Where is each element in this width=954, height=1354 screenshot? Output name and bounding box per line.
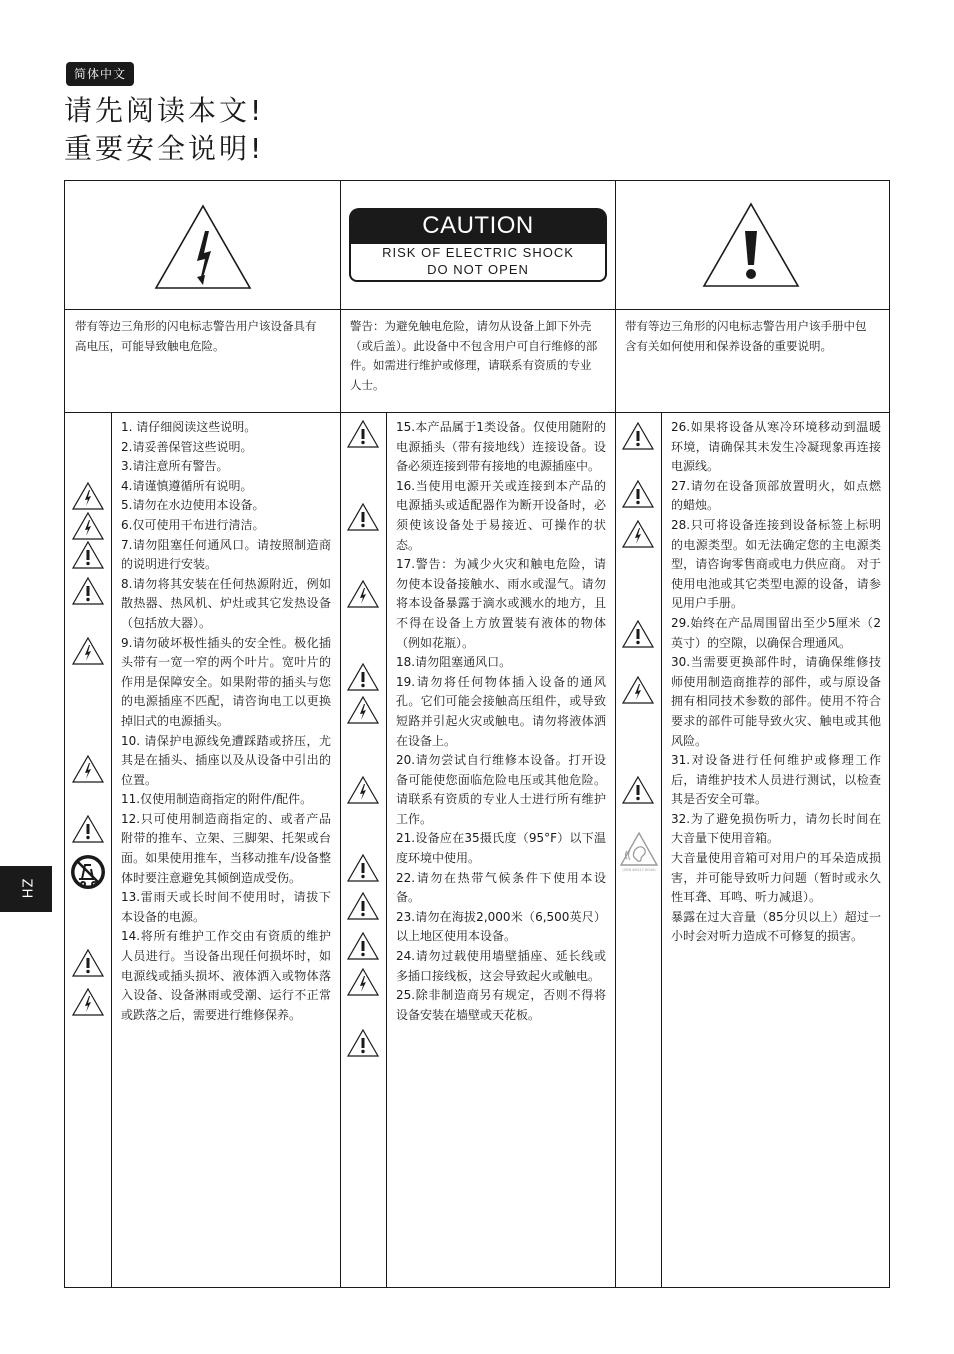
icon-gutter-divider bbox=[386, 412, 387, 1287]
lightning-icon bbox=[71, 754, 105, 784]
exclamation-icon bbox=[621, 775, 655, 805]
lightning-icon bbox=[71, 987, 105, 1017]
description-exclamation: 带有等边三角形的闪电标志警告用户该手册中包含有关如何使用和保养设备的重要说明。 bbox=[625, 319, 867, 353]
lightning-icon bbox=[71, 511, 105, 541]
instruction-item: 24.请勿过载使用墙壁插座、延长线或多插口接线板，这会导致起火或触电。 bbox=[396, 949, 606, 983]
instructions-column-3 bbox=[671, 418, 881, 947]
exclamation-icon bbox=[71, 948, 105, 978]
instruction-item: 大音量使用音箱可对用户的耳朵造成损害，并可能导致听力问题（暂时或永久性耳聋、耳鸣、听力减退）。 bbox=[671, 851, 881, 905]
exclamation-icon bbox=[346, 502, 380, 532]
instruction-item: 30.当需要更换部件时，请确保维修技师使用制造商推荐的部件，或与原设备拥有相同技术参数的部件。使用不符合要求的部件可能导致火灾、触电或其他风险。 bbox=[671, 655, 881, 748]
exclamation-icon bbox=[71, 576, 105, 606]
lightning-icon bbox=[71, 481, 105, 511]
exclamation-icon bbox=[346, 931, 380, 961]
caution-line-1: RISK OF ELECTRIC SHOCK bbox=[382, 245, 574, 260]
instruction-item: 4.请谨慎遵循所有说明。 bbox=[121, 478, 253, 493]
lightning-icon bbox=[346, 695, 380, 725]
instruction-item: 23.请勿在海拔2,000米（6,500英尺）以上地区使用本设备。 bbox=[396, 909, 606, 944]
instruction-item: 13.雷雨天或长时间不使用时，请拔下本设备的电源。 bbox=[121, 890, 331, 924]
page-title bbox=[64, 92, 264, 168]
caution-line-2: DO NOT OPEN bbox=[427, 262, 529, 277]
hearing-label: (CEN 60417-6044) bbox=[622, 868, 656, 872]
instruction-item: 5.请勿在水边使用本设备。 bbox=[121, 498, 265, 513]
lightning-icon bbox=[71, 636, 105, 666]
instruction-item: 28.只可将设备连接到设备标签上标明的电源类型。如无法确定您的主电源类型，请咨询零售商或电力供应商。 对于使用电池或其它类型电源的设备，请参见用户手册。 bbox=[671, 517, 881, 611]
safety-table bbox=[64, 180, 890, 1288]
icon-gutter-divider bbox=[111, 412, 112, 1287]
language-side-tab bbox=[0, 866, 52, 912]
side-tab-label: ZH bbox=[18, 878, 34, 900]
caution-label bbox=[349, 208, 607, 282]
description-caution: 警告：为避免触电危险，请勿从设备上卸下外壳（或后盖）。此设备中不包含用户可自行维修的部件。如需进行维护或修理，请联系有资质的专业人士。 bbox=[350, 319, 598, 392]
instruction-item: 19.请勿将任何物体插入设备的通风孔。它们可能会接触高压组件，或导致短路并引起火灾或触电。请勿将液体洒在设备上。 bbox=[396, 674, 606, 748]
instruction-item: 27.请勿在设备顶部放置明火，如点燃的蜡烛。 bbox=[671, 478, 881, 513]
instruction-item: 9.请勿破坏极性插头的安全性。极化插头带有一宽一窄的两个叶片。宽叶片的作用是保障安全。如果附带的插头与您的电源插座不匹配，请咨询电工以更换掉旧式的电源插头。 bbox=[121, 635, 331, 728]
exclamation-icon bbox=[346, 853, 380, 883]
instruction-item: 32.为了避免损伤听力，请勿长时间在大音量下使用音箱。 bbox=[671, 811, 881, 846]
instruction-item: 17.警告：为减少火灾和触电危险，请勿使本设备接触水、雨水或湿气。请勿将本设备暴露于滴水或溅水的地方，且不得在设备上方放置装有液体的物体（例如花瓶）。 bbox=[396, 557, 606, 650]
description-lightning: 带有等边三角形的闪电标志警告用户该设备具有高电压，可能导致触电危险。 bbox=[75, 319, 317, 353]
instruction-item: 16.当使用电源开关或连接到本产品的电源插头或适配器作为断开设备时，必须使该设备处于易接近、可操作的状态。 bbox=[396, 478, 606, 552]
instruction-item: 7.请勿阻塞任何通风口。请按照制造商的说明进行安装。 bbox=[121, 537, 331, 572]
instruction-item: 11.仅使用制造商指定的附件/配件。 bbox=[121, 792, 313, 807]
lightning-icon bbox=[621, 675, 655, 705]
instructions-column-1 bbox=[121, 418, 331, 1025]
instruction-item: 8.请勿将其安装在任何热源附近，例如散热器、热风机、炉灶或其它发热设备（包括放大器）。 bbox=[121, 576, 331, 630]
caution-heading: CAUTION bbox=[349, 208, 607, 244]
column-divider bbox=[340, 181, 341, 1287]
instruction-item: 6.仅可使用干布进行清洁。 bbox=[121, 517, 265, 532]
instruction-item: 2.请妥善保管这些说明。 bbox=[121, 439, 253, 454]
column-divider bbox=[615, 181, 616, 1287]
instruction-item: 20.请勿尝试自行维修本设备。打开设备可能使您面临危险电压或其他危险。请联系有资质的专业人士进行所有维护工作。 bbox=[396, 753, 606, 826]
lightning-icon bbox=[346, 579, 380, 609]
exclamation-icon bbox=[346, 1028, 380, 1058]
instruction-item: 29.始终在产品周围留出至少5厘米（2英寸）的空隙，以确保合理通风。 bbox=[671, 615, 881, 650]
instruction-item: 21.设备应在35摄氏度（95°F）以下温度环境中使用。 bbox=[396, 831, 606, 866]
lightning-triangle-icon bbox=[153, 203, 253, 291]
instruction-item: 暴露在过大音量（85分贝以上）超过一小时会对听力造成不可修复的损害。 bbox=[671, 909, 881, 944]
no-cart-tipping-icon bbox=[69, 853, 107, 891]
language-badge: 简体中文 bbox=[66, 62, 134, 86]
exclamation-icon bbox=[346, 891, 380, 921]
instruction-item: 3.请注意所有警告。 bbox=[121, 459, 229, 474]
title-line-1: 请先阅读本文! bbox=[64, 94, 265, 127]
instruction-item: 1. 请仔细阅读这些说明。 bbox=[121, 420, 257, 434]
instruction-item: 31.对设备进行任何维护或修理工作后，请维护技术人员进行测试，以检查其是否安全可靠。 bbox=[671, 753, 881, 807]
lightning-icon bbox=[621, 519, 655, 549]
exclamation-icon bbox=[346, 662, 380, 692]
instruction-item: 22.请勿在热带气候条件下使用本设备。 bbox=[396, 870, 606, 905]
exclamation-icon bbox=[71, 540, 105, 570]
instruction-item: 18.请勿阻塞通风口。 bbox=[396, 655, 512, 670]
exclamation-icon bbox=[621, 479, 655, 509]
instruction-item: 26.如果将设备从寒冷环境移动到温暖环境，请确保其未发生冷凝现象再连接电源线。 bbox=[671, 420, 881, 474]
title-line-2: 重要安全说明! bbox=[64, 132, 265, 165]
exclamation-icon bbox=[346, 419, 380, 449]
icon-gutter-divider bbox=[661, 412, 662, 1287]
instruction-item: 14.将所有维护工作交由有资质的维护人员进行。当设备出现任何损坏时，如电源线或插头损坏、液体洒入或物体落入设备、设备淋雨或受潮、运行不正常或跌落之后，需要进行维修保养。 bbox=[121, 929, 331, 1022]
instructions-column-2 bbox=[396, 418, 606, 1025]
lightning-icon bbox=[346, 967, 380, 997]
hearing-warning-icon bbox=[619, 831, 659, 873]
row-divider bbox=[65, 309, 889, 310]
lightning-icon bbox=[346, 775, 380, 805]
instruction-item: 12.只可使用制造商指定的、或者产品附带的推车、立架、三脚架、托架或台面。如果使用推车，当移动推车/设备整体时要注意避免其倾倒造成受伤。 bbox=[121, 811, 331, 885]
row-divider bbox=[65, 412, 889, 413]
caution-body bbox=[349, 242, 607, 282]
instruction-item: 25.除非制造商另有规定，否则不得将设备安装在墙壁或天花板。 bbox=[396, 988, 606, 1022]
instruction-item: 10. 请保护电源线免遭踩踏或挤压，尤其是在插头、插座以及从设备中引出的位置。 bbox=[121, 733, 331, 787]
exclamation-icon bbox=[71, 814, 105, 844]
instruction-item: 15.本产品属于1类设备。仅使用随附的电源插头（带有接地线）连接设备。设备必须连接到带有接地的电源插座中。 bbox=[396, 420, 606, 474]
exclamation-icon bbox=[621, 421, 655, 451]
exclamation-icon bbox=[621, 619, 655, 649]
exclamation-triangle-icon bbox=[701, 201, 801, 289]
